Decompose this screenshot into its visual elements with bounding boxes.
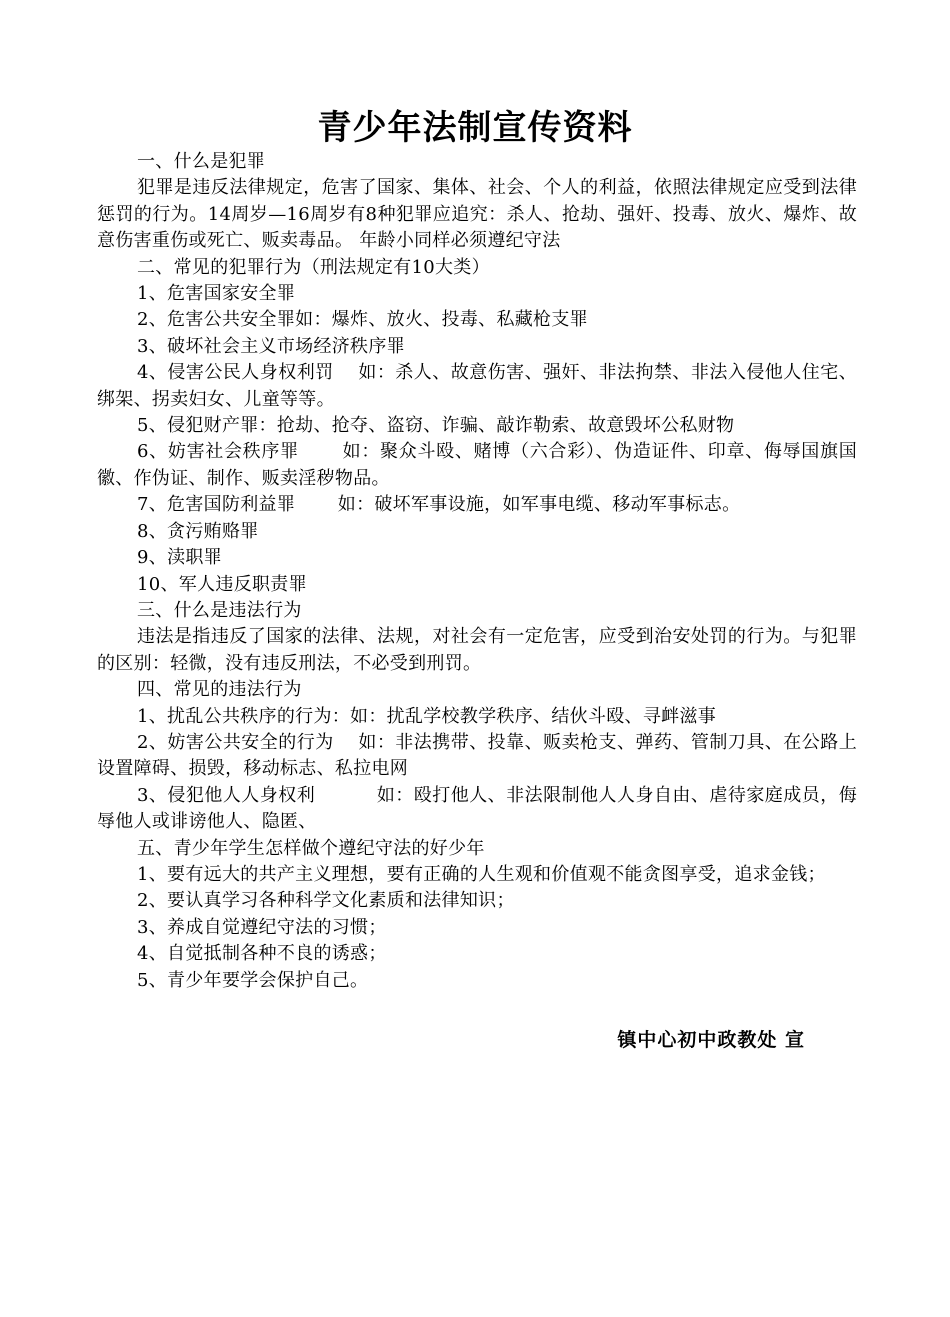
page-title: 青少年法制宣传资料 (317, 108, 633, 148)
list-item: 2、要认真学习各种科学文化素质和法律知识； (137, 890, 515, 912)
list-item: 4、自觉抵制各种不良的诱惑； (137, 943, 387, 965)
list-item: 6、妨害社会秩序罪 如：聚众斗殴、赌博（六合彩）、伪造证件、印章、侮辱国旗国徽、作伪证、制作、贩卖淫秽物品。 (97, 441, 857, 489)
list-item: 3、养成自觉遵纪守法的习惯； (137, 916, 387, 938)
list-item: 4、侵害公民人身权利罚 如：杀人、故意伤害、强奸、非法拘禁、非法入侵他人住宅、绑架、拐卖妇女、儿童等等。 (97, 362, 857, 410)
list-item: 1、危害国家安全罪 (137, 283, 296, 305)
list-item: 7、危害国防利益罪 如：破坏军事设施，如军事电缆、移动军事标志。 (137, 494, 741, 516)
paragraph: 违法是指违反了国家的法律、法规，对社会有一定危害，应受到治安处罚的行为。与犯罪的区别：轻微，没有违反刑法，不必受到刑罚。 (97, 626, 857, 674)
list-item: 2、危害公共安全罪如：爆炸、放火、投毒、私藏枪支罪 (137, 309, 588, 331)
list-item: 1、要有远大的共产主义理想，要有正确的人生观和价值观不能贪图享受，追求金钱； (137, 863, 826, 885)
section-heading: 五、青少年学生怎样做个遵纪守法的好少年 (137, 837, 485, 859)
section-heading: 二、常见的犯罪行为（刑法规定有10大类） (137, 256, 490, 278)
section-heading: 三、什么是违法行为 (137, 599, 302, 621)
list-item: 9、渎职罪 (137, 547, 222, 569)
list-item: 5、青少年要学会保护自己。 (137, 969, 369, 991)
list-item: 3、破坏社会主义市场经济秩序罪 (137, 335, 405, 357)
document-body (97, 149, 857, 994)
paragraph: 犯罪是违反法律规定，危害了国家、集体、社会、个人的利益，依照法律规定应受到法律惩罚的行为。14周岁—16周岁有8种犯罪应追究：杀人、抢劫、强奸、投毒、放火、爆炸、故意伤害重伤或死亡、贩卖毒品。 年龄小同样必须遵纪守法 (97, 177, 857, 252)
list-item: 10、军人违反职责罪 (137, 573, 307, 595)
section-heading: 一、什么是犯罪 (137, 151, 266, 172)
section-heading: 四、常见的违法行为 (137, 679, 302, 701)
signature: 镇中心初中政教处 宣 (617, 1029, 805, 1051)
list-item: 5、侵犯财产罪：抢劫、抢夺、盗窃、诈骗、敲诈勒索、故意毁坏公私财物 (137, 415, 735, 437)
list-item: 1、扰乱公共秩序的行为：如：扰乱学校教学秩序、结伙斗殴、寻衅滋事 (137, 705, 717, 727)
list-item: 2、妨害公共安全的行为 如：非法携带、投靠、贩卖枪支、弹药、管制刀具、在公路上设置障碍、损毁，移动标志、私拉电网 (97, 731, 857, 780)
list-item: 8、贪污贿赂罪 (137, 520, 259, 542)
list-item: 3、侵犯他人人身权利 如：殴打他人、非法限制他人人身自由、虐待家庭成员，侮辱他人或诽谤他人、隐匿、 (97, 784, 857, 833)
